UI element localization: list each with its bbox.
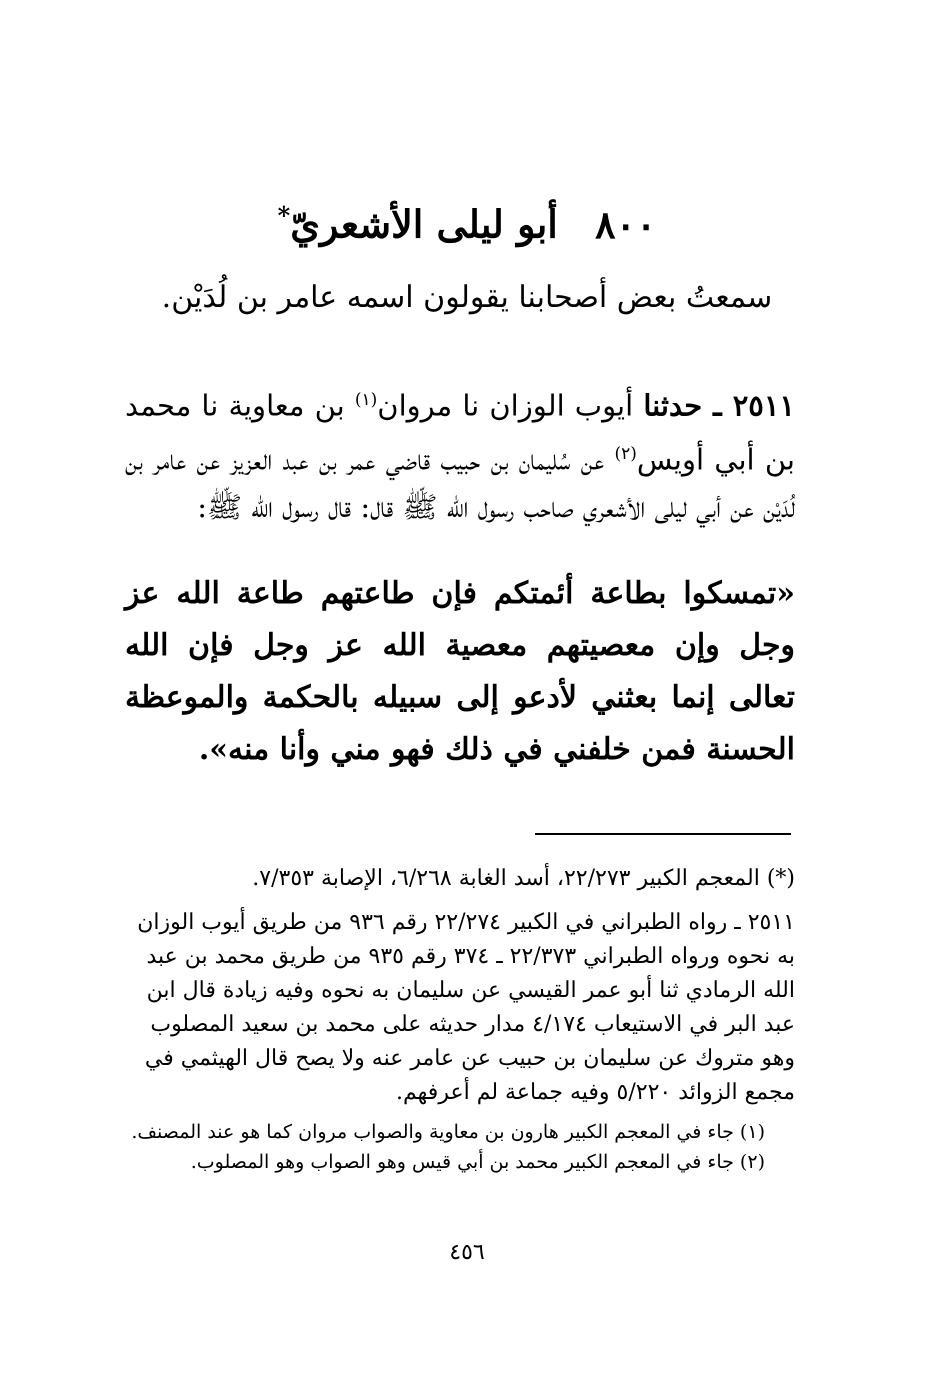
intro-line: سمعتُ بعض أصحابنا يقولون اسمه عامر بن لُدَيْن. xyxy=(161,280,773,315)
footnote-2: (٢) جاء في المعجم الكبير محمد بن أبي قيس وهو الصواب وهو المصلوب. xyxy=(190,1151,765,1173)
hadith-lead: ٢٥١١ ـ حدثنا xyxy=(643,388,796,423)
footnote-ref-1: (١) xyxy=(354,390,378,410)
footnote-divider xyxy=(535,833,791,835)
footnotes xyxy=(125,862,795,1176)
hadith-quote: «تمسكوا بطاعة أئمتكم فإن طاعتهم طاعة الله عز وجل وإن معصيتهم معصية الله عز وجل فإن الله تعالى إنما بعثني لأدعو إلى سبيله بالحكمة والموعظة الحسنة فمن خلفني في ذلك فهو مني وأنا منه». xyxy=(125,576,795,767)
chapter-name: أبو ليلى الأشعريّ xyxy=(290,201,558,247)
hadith-text-3: عن سُليمان بن حبيب قاضي عمر بن عبد العزيز عن عامر بن لُدَيْن عن أبي ليلى الأشعري صاحب رسول الله ﷺ قال: قال رسول الله ﷺ: xyxy=(125,442,795,525)
chapter-title xyxy=(0,178,934,263)
hadith-text-1: أيوب الوزان نا مروان xyxy=(377,388,634,423)
chapter-number: ٨٠٠ xyxy=(595,201,657,247)
hadith-text-2: بن معاوية نا محمد بن أبي أويس xyxy=(125,388,795,477)
footnote-source: (*) المعجم الكبير ٢٢/٢٧٣، أسد الغابة ٦/٢٦٨، الإصابة ٧/٣٥٣. xyxy=(252,866,795,891)
footnote-2511: ٢٥١١ ـ رواه الطبراني في الكبير ٢٢/٢٧٤ رقم ٩٣٦ من طريق أيوب الوزان به نحوه ورواه الطبراني ٢٢/٣٧٣ ـ ٣٧٤ رقم ٩٣٥ من طريق محمد بن عبد الله الرمادي ثنا أبو عمر القيسي عن سليمان به نحوه وفيه زيادة قال ابن عبد البر في الاستيعاب ٤/١٧٤ مدار حديثه على محمد بن سعيد المصلوب وهو متروك عن سليمان بن حبيب عن عامر عنه ولا يصح قال الهيثمي في مجمع الزوائد ٥/٢٢٠ وفيه جماعة لم أعرفهم. xyxy=(137,910,795,1105)
hadith-chain xyxy=(125,376,795,531)
footnote-ref-2: (٢) xyxy=(614,443,637,464)
footnote-1: (١) جاء في المعجم الكبير هارون بن معاوية والصواب مروان كما هو عند المصنف. xyxy=(131,1121,765,1143)
chapter-footnote-marker: * xyxy=(277,201,291,230)
page-number: ٤٥٦ xyxy=(449,1240,485,1265)
